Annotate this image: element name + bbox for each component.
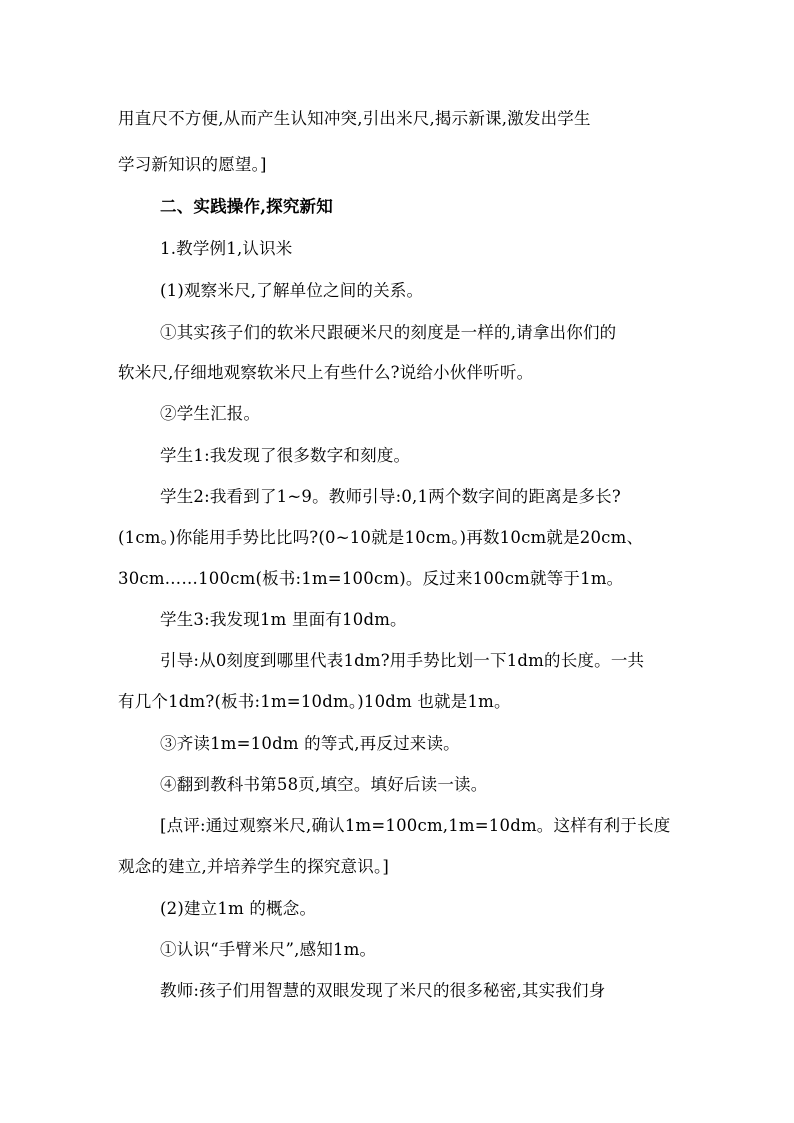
- subsection-heading: 1.教学例1,认识米: [160, 239, 293, 258]
- paragraph-line: [点评:通过观察米尺,确认1m=100cm,1m=10dm。这样有利于长度: [160, 816, 671, 835]
- paragraph-line: 教师:孩子们用智慧的双眼发现了米尺的很多秘密,其实我们身: [160, 981, 606, 1000]
- paragraph-line: (1cm。)你能用手势比比吗?(0~10就是10cm。)再数10cm就是20cm、: [118, 528, 644, 547]
- paragraph-line: 学习新知识的愿望。]: [118, 155, 267, 174]
- paragraph-line: 观念的建立,并培养学生的探究意识。]: [118, 857, 390, 876]
- paragraph-line: ①其实孩子们的软米尺跟硬米尺的刻度是一样的,请拿出你们的: [160, 323, 617, 342]
- paragraph-line: ②学生汇报。: [160, 404, 261, 423]
- paragraph-line: (2)建立1m 的概念。: [160, 899, 317, 918]
- paragraph-line: ④翻到教科书第58页,填空。填好后读一读。: [160, 775, 488, 794]
- paragraph-line: 学生3:我发现1m 里面有10dm。: [160, 610, 407, 629]
- paragraph-line: 用直尺不方便,从而产生认知冲突,引出米尺,揭示新课,激发出学生: [118, 109, 591, 128]
- section-heading: 二、实践操作,探究新知: [160, 197, 333, 216]
- paragraph-line: ①认识“手臂米尺”,感知1m。: [160, 940, 377, 959]
- paragraph-line: 学生1:我发现了很多数字和刻度。: [160, 446, 411, 465]
- paragraph-line: (1)观察米尺,了解单位之间的关系。: [160, 281, 424, 300]
- paragraph-line: 引导:从0刻度到哪里代表1dm?用手势比划一下1dm的长度。一共: [160, 651, 645, 670]
- paragraph-line: 软米尺,仔细地观察软米尺上有些什么?说给小伙伴听听。: [118, 363, 534, 382]
- paragraph-line: 30cm……100cm(板书:1m=100cm)。反过来100cm就等于1m。: [118, 569, 624, 588]
- paragraph-line: ③齐读1m=10dm 的等式,再反过来读。: [160, 734, 460, 753]
- paragraph-line: 有几个1dm?(板书:1m=10dm。)10dm 也就是1m。: [118, 692, 511, 711]
- paragraph-line: 学生2:我看到了1~9。教师引导:0,1两个数字间的距离是多长?: [160, 487, 621, 506]
